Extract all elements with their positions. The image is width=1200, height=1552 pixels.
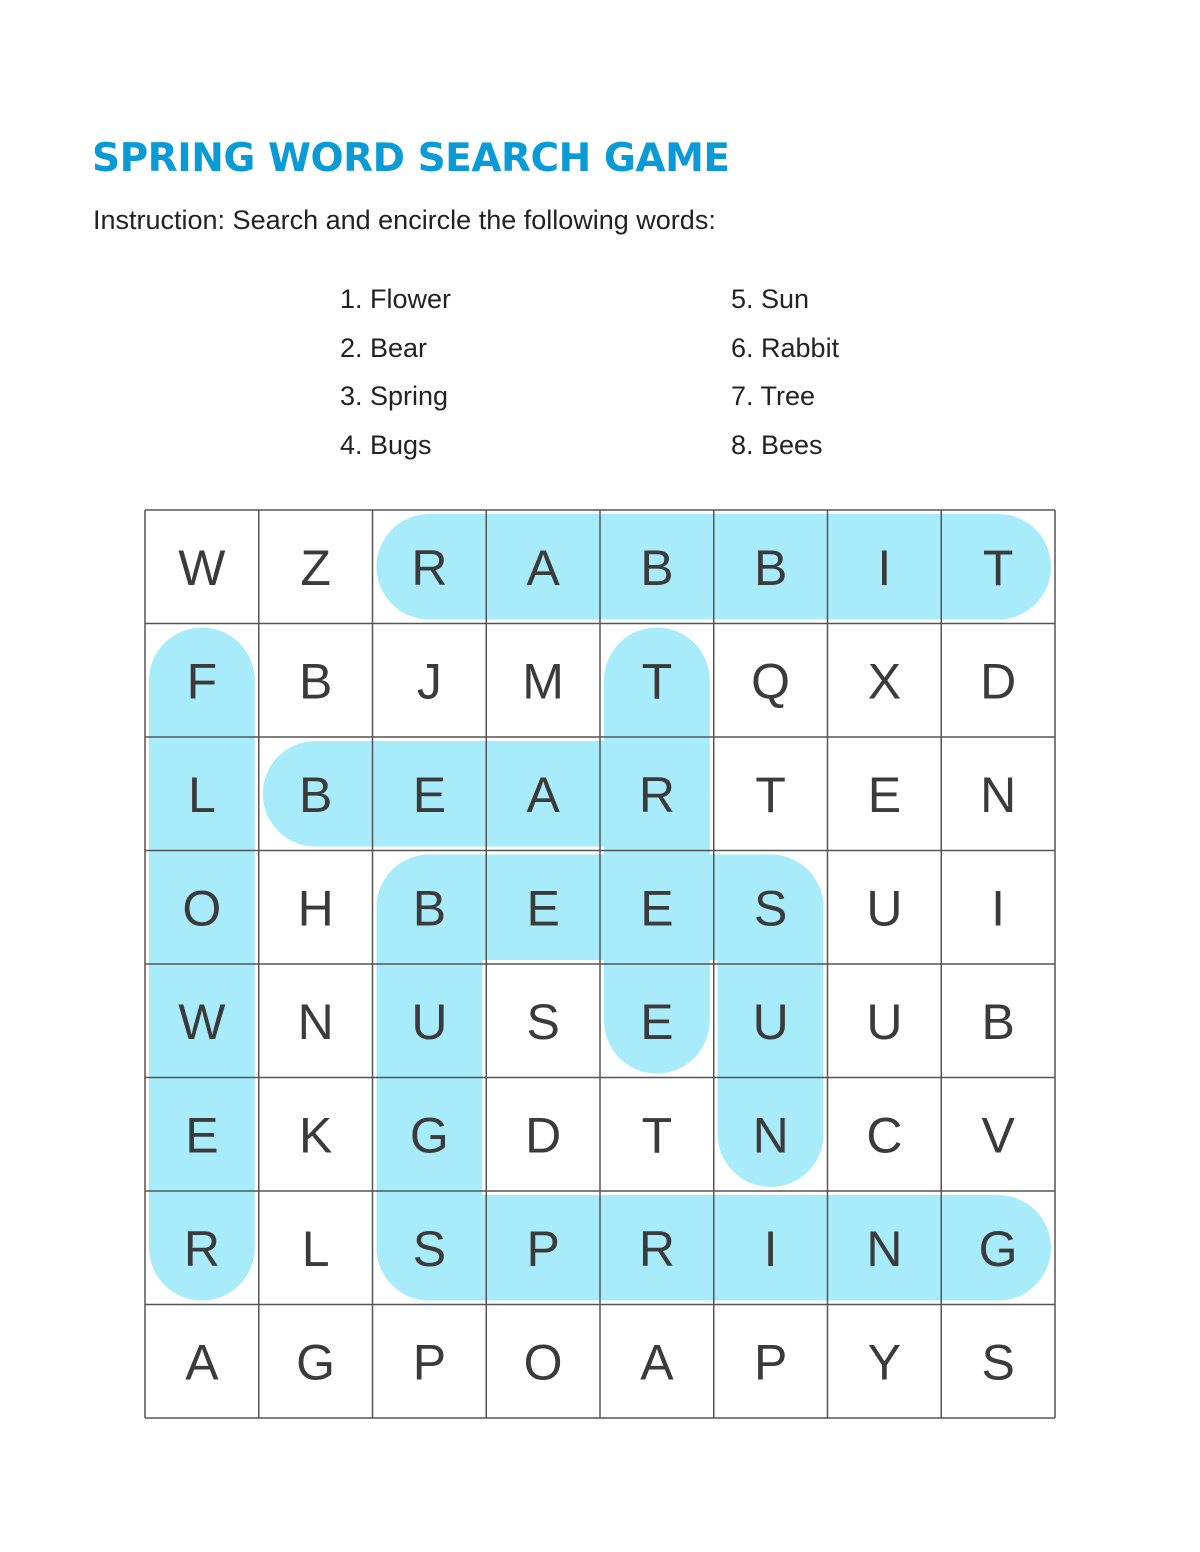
grid-cell-letter[interactable]: A <box>185 1334 219 1391</box>
grid-cell-letter[interactable]: A <box>526 766 560 823</box>
grid-cell-letter[interactable]: U <box>752 993 789 1050</box>
grid-cell-letter[interactable]: F <box>186 653 218 710</box>
grid-cell-letter[interactable]: S <box>981 1334 1015 1391</box>
grid-cell-letter[interactable]: P <box>753 1334 788 1391</box>
grid-cell-letter[interactable]: U <box>866 880 903 937</box>
grid-cell-letter[interactable]: H <box>297 880 334 937</box>
grid-cell-letter[interactable]: T <box>641 1107 673 1164</box>
grid-cell-letter[interactable]: S <box>526 993 560 1050</box>
grid-cell-letter[interactable]: E <box>526 880 560 937</box>
word-list-item: 3. Spring <box>340 381 449 412</box>
grid-cell-letter[interactable]: A <box>640 1334 674 1391</box>
word-list-item: 2. Bear <box>340 332 428 363</box>
grid-cell-letter[interactable]: W <box>178 993 226 1050</box>
grid-cell-letter[interactable]: E <box>640 993 674 1050</box>
word-list-item: 6. Rabbit <box>731 332 840 363</box>
grid-cell-letter[interactable]: B <box>753 539 788 596</box>
instruction-text: Instruction: Search and encircle the following words: <box>93 205 716 235</box>
grid-cell-letter[interactable]: B <box>981 993 1015 1050</box>
grid-cell-letter[interactable]: V <box>981 1107 1015 1164</box>
grid-cell-letter[interactable]: T <box>982 539 1014 596</box>
grid-cell-letter[interactable]: G <box>296 1334 336 1391</box>
page-title: SPRING WORD SEARCH GAME <box>92 136 730 181</box>
grid-cell-letter[interactable]: O <box>182 880 222 937</box>
grid-cell-letter[interactable]: B <box>412 880 447 937</box>
grid-cell-letter[interactable]: P <box>412 1334 447 1391</box>
grid-cell-letter[interactable]: J <box>416 653 442 710</box>
grid-cell-letter[interactable]: E <box>185 1107 219 1164</box>
grid-cell-letter[interactable]: B <box>640 539 674 596</box>
grid-cell-letter[interactable]: R <box>638 1220 675 1277</box>
grid-cell-letter[interactable]: E <box>867 766 902 823</box>
grid-cell-letter[interactable]: U <box>866 993 903 1050</box>
grid-cell-letter[interactable]: S <box>412 1220 447 1277</box>
grid-cell-letter[interactable]: I <box>763 1220 778 1277</box>
word-list-item: 4. Bugs <box>340 429 432 460</box>
grid-cell-letter[interactable]: N <box>752 1107 789 1164</box>
grid-cell-letter[interactable]: I <box>877 539 892 596</box>
grid-cell-letter[interactable]: Q <box>751 653 791 710</box>
grid-cell-letter[interactable]: L <box>301 1220 330 1277</box>
grid-cell-letter[interactable]: C <box>866 1107 903 1164</box>
grid-cell-letter[interactable]: U <box>411 993 448 1050</box>
grid-cell-letter[interactable]: R <box>638 766 675 823</box>
grid-cell-letter[interactable]: L <box>187 766 216 823</box>
grid-cell-letter[interactable]: B <box>298 653 333 710</box>
word-list-item: 1. Flower <box>340 284 452 314</box>
grid-cell-letter[interactable]: B <box>298 766 333 823</box>
grid-cell-letter[interactable]: R <box>183 1220 220 1277</box>
grid-cell-letter[interactable]: S <box>753 880 788 937</box>
grid-cell-letter[interactable]: T <box>641 653 673 710</box>
grid-cell-letter[interactable]: E <box>640 880 674 937</box>
grid-cell-letter[interactable]: W <box>178 539 226 596</box>
grid-cell-letter[interactable]: G <box>978 1220 1018 1277</box>
grid-cell-letter[interactable]: D <box>980 653 1017 710</box>
grid-cell-letter[interactable]: T <box>755 766 786 823</box>
word-list-item: 7. Tree <box>731 381 816 412</box>
word-list-item: 8. Bees <box>731 429 823 460</box>
grid-cell-letter[interactable]: K <box>298 1107 333 1164</box>
grid-cell-letter[interactable]: N <box>297 993 334 1050</box>
grid-cell-letter[interactable]: M <box>522 653 564 710</box>
word-list-item: 5. Sun <box>731 284 810 314</box>
grid-cell-letter[interactable]: Y <box>867 1334 902 1391</box>
grid-cell-letter[interactable]: E <box>412 766 447 823</box>
grid-cell-letter[interactable]: P <box>526 1220 560 1277</box>
grid-cell-letter[interactable]: O <box>523 1334 563 1391</box>
grid-cell-letter[interactable]: D <box>525 1107 562 1164</box>
grid-cell-letter[interactable]: Z <box>300 539 331 596</box>
grid-cell-letter[interactable]: X <box>867 653 902 710</box>
grid-cell-letter[interactable]: G <box>409 1107 449 1164</box>
grid-cell-letter[interactable]: I <box>991 880 1006 937</box>
grid-cell-letter[interactable]: R <box>411 539 448 596</box>
grid-cell-letter[interactable]: A <box>526 539 560 596</box>
grid-cell-letter[interactable]: N <box>980 766 1017 823</box>
grid-cell-letter[interactable]: N <box>866 1220 903 1277</box>
